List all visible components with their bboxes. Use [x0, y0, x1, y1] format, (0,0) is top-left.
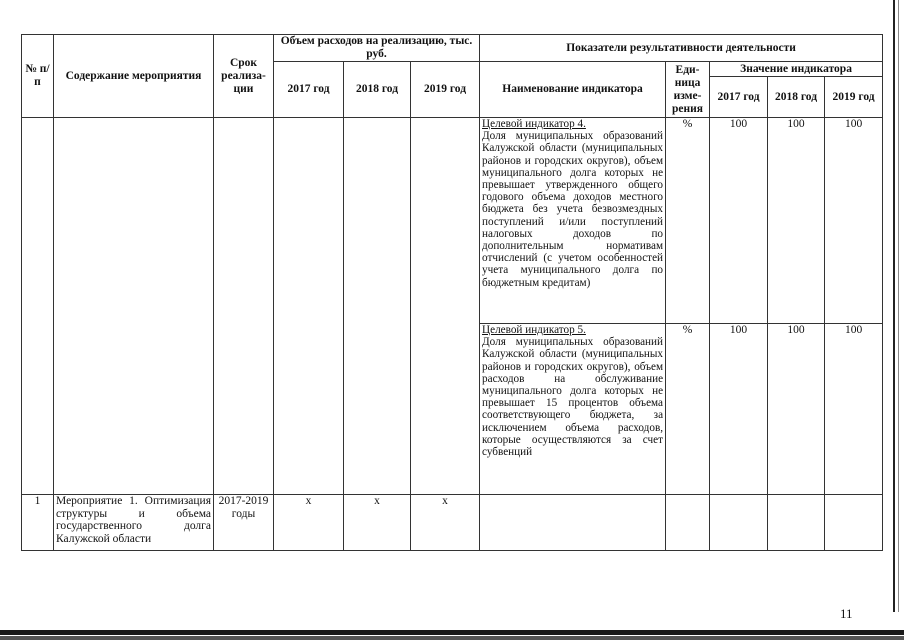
measure-content: Мероприятие 1. Оптимизация структуры и объема государственного долга Калужской области — [54, 495, 214, 551]
table-row — [22, 118, 883, 324]
indicator-5-text: Доля муниципальных образований Калужской области (муниципальных районов и городских округов), объем расходов на обслуживание муниципального долга которых не превышает 15 процентов объема соответствующего бюджета, за исключением объема расходов, которые осуществляются за счет субвенций — [482, 336, 664, 459]
cell-empty — [768, 495, 825, 551]
scan-edge-right-shadow — [898, 0, 899, 612]
header-content: Содержание мероприятия — [54, 35, 214, 118]
cell-empty — [344, 118, 411, 495]
measure-expense-2019: х — [411, 495, 480, 551]
cell-empty — [214, 118, 274, 495]
cell-empty — [666, 495, 710, 551]
indicator-5-unit: % — [666, 324, 710, 495]
cell-empty — [54, 118, 214, 495]
indicator-4-unit: % — [666, 118, 710, 324]
indicator-5-value-2019: 100 — [825, 324, 883, 495]
scan-edge-right — [893, 0, 895, 612]
header-value-2019: 2019 год — [825, 77, 883, 118]
measure-num: 1 — [22, 495, 54, 551]
indicator-4-value-2017: 100 — [710, 118, 768, 324]
cell-empty — [411, 118, 480, 495]
header-term: Срок реализа-ции — [214, 35, 274, 118]
header-value-2017: 2017 год — [710, 77, 768, 118]
indicator-4-title: Целевой индикатор 4. — [482, 118, 586, 130]
header-indicator-value-group: Значение индикатора — [710, 62, 883, 77]
scan-edge-bottom — [0, 630, 904, 635]
header-value-2018: 2018 год — [768, 77, 825, 118]
indicator-4-text: Доля муниципальных образований Калужской области (муниципальных районов и городских округов), объем муниципального долга которых не превышает утвержденного общего годового объема доходов местного бюджета без учета безвозмездных поступлений и/или поступлений налоговых доходов по дополнительным нормативам отчислений (с учетом особенностей учета муниципального долга по бюджетным кредитам) — [482, 130, 664, 289]
indicator-5 — [480, 324, 666, 495]
indicator-4 — [480, 118, 666, 324]
header-year-2019: 2019 год — [411, 62, 480, 118]
cell-empty — [274, 118, 344, 495]
table-row — [22, 495, 883, 551]
header-unit: Еди-ница изме-рения — [666, 62, 710, 118]
measure-term: 2017-2019 годы — [214, 495, 274, 551]
header-year-2018: 2018 год — [344, 62, 411, 118]
header-num: № п/п — [22, 35, 54, 118]
header-indicators-group: Показатели результативности деятельности — [480, 35, 883, 62]
indicator-5-title: Целевой индикатор 5. — [482, 324, 586, 336]
header-indicator-name: Наименование индикатора — [480, 62, 666, 118]
page-number: 11 — [840, 606, 853, 621]
cell-empty — [480, 495, 666, 551]
measures-table — [21, 34, 883, 551]
measure-expense-2017: х — [274, 495, 344, 551]
scan-edge-bottom-shadow — [0, 636, 904, 640]
indicator-4-value-2018: 100 — [768, 118, 825, 324]
cell-empty — [22, 118, 54, 495]
indicator-4-value-2019: 100 — [825, 118, 883, 324]
header-expenses-group: Объем расходов на реализацию, тыс. руб. — [274, 35, 480, 62]
measure-expense-2018: х — [344, 495, 411, 551]
cell-empty — [825, 495, 883, 551]
indicator-5-value-2018: 100 — [768, 324, 825, 495]
indicator-5-value-2017: 100 — [710, 324, 768, 495]
cell-empty — [710, 495, 768, 551]
header-year-2017: 2017 год — [274, 62, 344, 118]
